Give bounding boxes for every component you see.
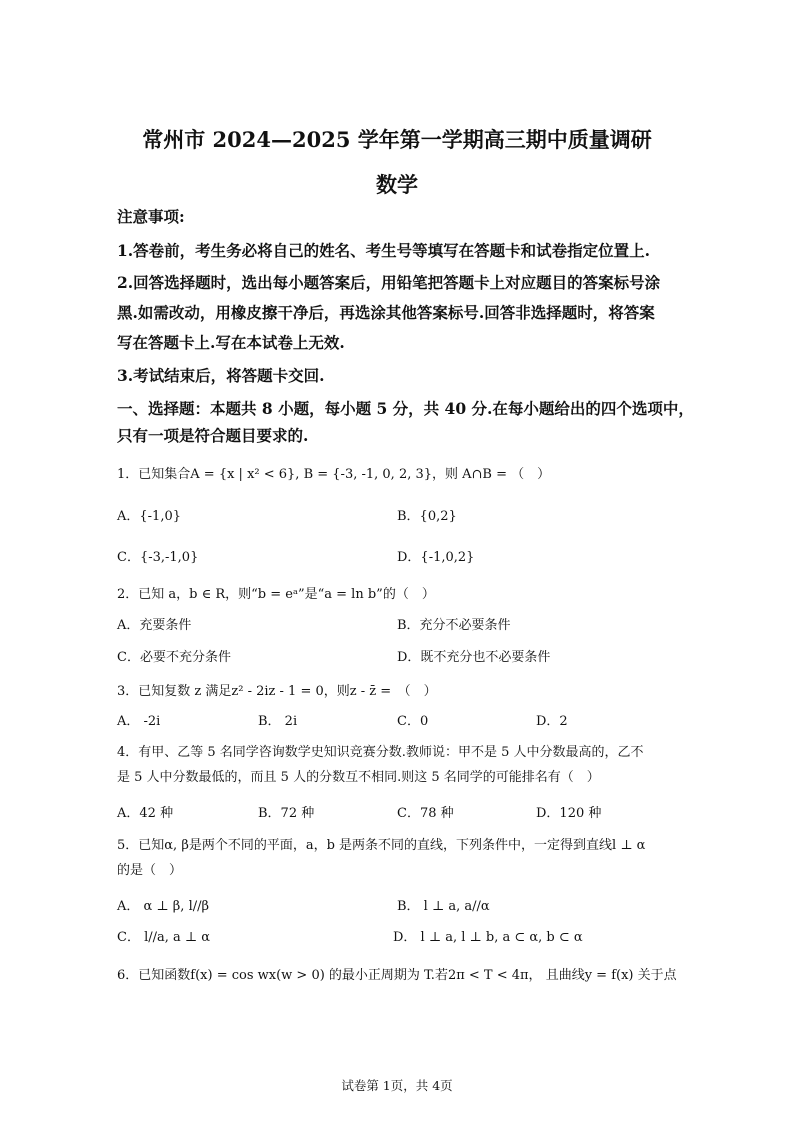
notice-item-2-line-2: 黑.如需改动，用橡皮擦干净后，再选涂其他答案标号.回答非选择题时，将答案 (117, 303, 655, 322)
section-heading-line-1: 一、选择题：本题共 8 小题，每小题 5 分，共 40 分.在每小题给出的四个选项中， (117, 399, 694, 418)
question-1-option-d: D．{-1,0,2} (397, 550, 475, 565)
question-1-stem: 1．已知集合A = {x | x² < 6}, B = {-3, -1, 0, 2, 3}，则 A∩B = （ ） (117, 467, 551, 482)
question-6-stem: 6．已知函数f(x) = cos wx(w > 0) 的最小正周期为 T.若2π < T < 4π， 且曲线y = f(x) 关于点 (117, 968, 677, 983)
question-4-option-c: C．78 种 (397, 806, 454, 821)
question-3-option-d: D．2 (536, 714, 568, 729)
question-3-option-a: A． -2i (117, 714, 161, 729)
question-5-option-d: D． l ⊥ a, l ⊥ b, a ⊂ α, b ⊂ α (393, 930, 583, 945)
question-3-option-c: C．0 (397, 714, 429, 729)
notice-item-3: 3.考试结束后，将答题卡交回. (117, 366, 325, 385)
question-5-option-a: A． α ⊥ β, l//β (117, 899, 210, 914)
page-title: 常州市 2024—2025 学年第一学期高三期中质量调研 (142, 127, 652, 152)
question-1-option-a: A．{-1,0} (117, 509, 181, 524)
question-1-option-c: C．{-3,-1,0} (117, 550, 199, 565)
question-4-stem-line-2: 是 5 人中分数最低的，而且 5 人的分数互不相同.则这 5 名同学的可能排名有（ ） (117, 770, 600, 785)
question-5-option-b: B． l ⊥ a, a//α (397, 899, 490, 914)
section-heading-line-2: 只有一项是符合题目要求的. (117, 426, 309, 445)
question-4-option-d: D．120 种 (536, 806, 602, 821)
notice-item-1: 1.答卷前，考生务必将自己的姓名、考生号等填写在答题卡和试卷指定位置上. (117, 241, 651, 260)
notice-heading: 注意事项: (117, 207, 185, 226)
question-5-stem-line-1: 5．已知α, β是两个不同的平面，a，b 是两条不同的直线，下列条件中，一定得到直线l ⊥ α (117, 838, 646, 853)
notice-item-2-line-1: 2.回答选择题时，选出每小题答案后，用铅笔把答题卡上对应题目的答案标号涂 (117, 273, 661, 292)
question-4-option-a: A．42 种 (117, 806, 174, 821)
question-5-stem-line-2: 的是（ ） (117, 863, 183, 878)
question-2-option-b: B．充分不必要条件 (397, 618, 511, 633)
question-2-option-a: A．充要条件 (117, 618, 192, 633)
notice-item-2-line-3: 写在答题卡上.写在本试卷上无效. (117, 333, 345, 352)
question-2-option-c: C．必要不充分条件 (117, 650, 231, 665)
question-2-option-d: D．既不充分也不必要条件 (397, 650, 551, 665)
page-subject: 数学 (376, 172, 418, 197)
question-4-option-b: B．72 种 (258, 806, 315, 821)
question-2-stem: 2．已知 a，b ∈ R，则“b = eᵃ”是“a = ln b”的（ ） (117, 587, 435, 602)
question-3-stem: 3．已知复数 z 满足z² - 2iz - 1 = 0，则z - z̄ = （ ） (117, 684, 437, 699)
question-4-stem-line-1: 4．有甲、乙等 5 名同学咨询数学史知识竞赛分数.教师说：甲不是 5 人中分数最高的，乙不 (117, 745, 644, 760)
question-3-option-b: B． 2i (258, 714, 298, 729)
page-footer: 试卷第 1页，共 4页 (341, 1078, 453, 1093)
question-1-option-b: B．{0,2} (397, 509, 457, 524)
question-5-option-c: C． l//a, a ⊥ α (117, 930, 211, 945)
